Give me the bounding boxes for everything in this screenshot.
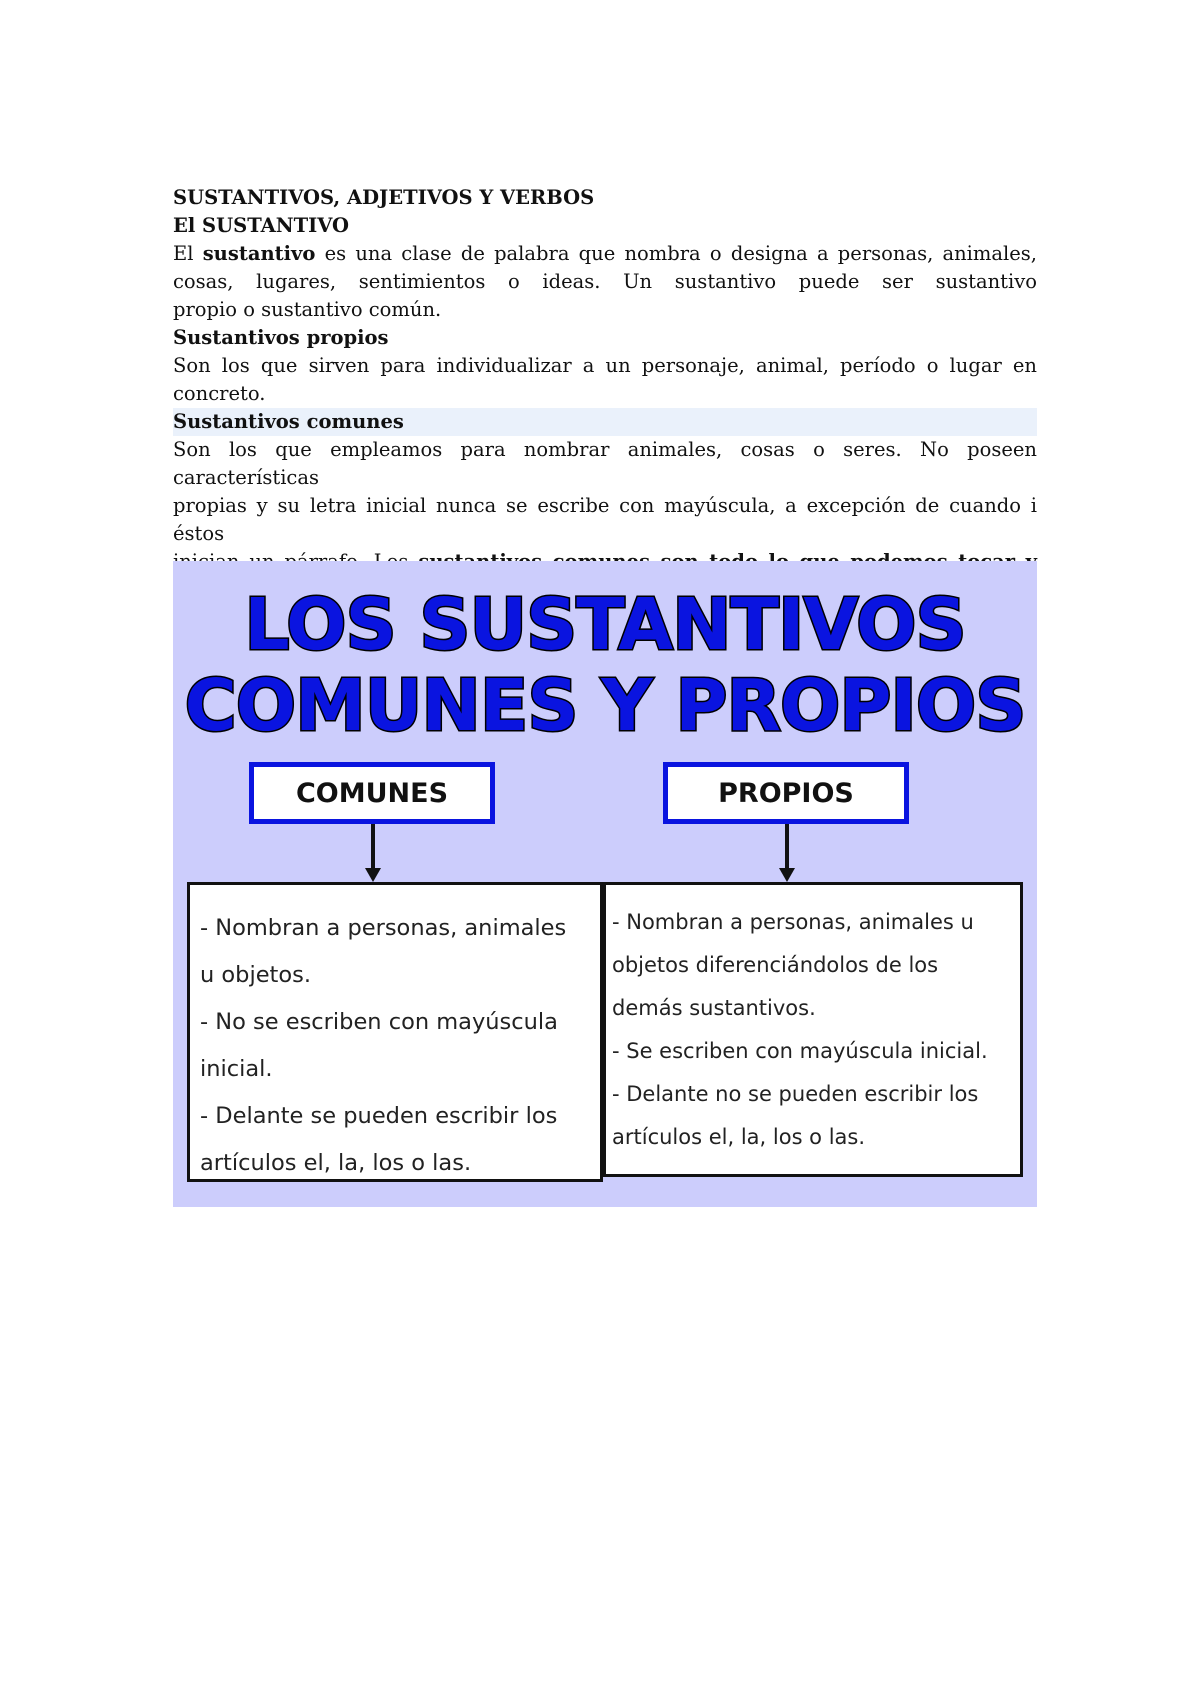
comunes-line-1: Son los que empleamos para nombrar animales, cosas o seres. No poseen características (173, 438, 1037, 489)
text-block (173, 184, 1037, 604)
propios-desc-line: - Delante no se pueden escribir los (612, 1082, 979, 1106)
comunes-desc-line: - Nombran a personas, animales (200, 915, 567, 941)
comunes-desc-line: u objetos. (200, 962, 312, 988)
comunes-desc-line: inicial. (200, 1056, 273, 1082)
comunes-line-2: propias y su letra inicial nunca se escribe con mayúscula, a excepción de cuando i éstos (173, 494, 1037, 545)
infographic-title-line-1: LOS SUSTANTIVOS (244, 583, 966, 666)
propios-description-box (603, 882, 1023, 1177)
comunes-heading-row (173, 408, 1037, 436)
comunes-heading: Sustantivos comunes (173, 410, 404, 433)
comunes-desc-line: - Delante se pueden escribir los (200, 1103, 558, 1129)
propios-line-1: Son los que sirven para individualizar a un personaje, animal, período o lugar en (173, 354, 1037, 377)
propios-desc-line: - Nombran a personas, animales u (612, 910, 974, 934)
propios-label-box: PROPIOS (663, 762, 909, 824)
comunes-label-box: COMUNES (249, 762, 495, 824)
propios-paragraph (173, 352, 1037, 408)
propios-desc-line: - Se escriben con mayúscula inicial. (612, 1039, 988, 1063)
infographic (173, 561, 1037, 1207)
comunes-description-box (187, 882, 603, 1182)
comunes-desc-line: - No se escriben con mayúscula (200, 1009, 558, 1035)
propios-heading: Sustantivos propios (173, 326, 389, 349)
comunes-desc-line: artículos el, la, los o las. (200, 1150, 472, 1176)
arrow-down-icon (363, 824, 383, 882)
document-title: SUSTANTIVOS, ADJETIVOS Y VERBOS (173, 186, 595, 209)
propios-line-2: concreto. (173, 382, 266, 405)
intro-line-2: cosas, lugares, sentimientos o ideas. Un sustantivo puede ser sustantivo (173, 270, 1037, 293)
propios-desc-line: objetos diferenciándolos de los (612, 953, 939, 977)
propios-desc-line: artículos el, la, los o las. (612, 1125, 866, 1149)
intro-line-1: El sustantivo es una clase de palabra que nombra o designa a personas, animales, (173, 242, 1038, 265)
section-heading: El SUSTANTIVO (173, 214, 350, 237)
intro-paragraph (173, 240, 1037, 324)
intro-line-3: propio o sustantivo común. (173, 298, 442, 321)
infographic-title-line-2: COMUNES Y PROPIOS (184, 664, 1026, 747)
propios-desc-line: demás sustantivos. (612, 996, 816, 1020)
arrow-down-icon (777, 824, 797, 882)
